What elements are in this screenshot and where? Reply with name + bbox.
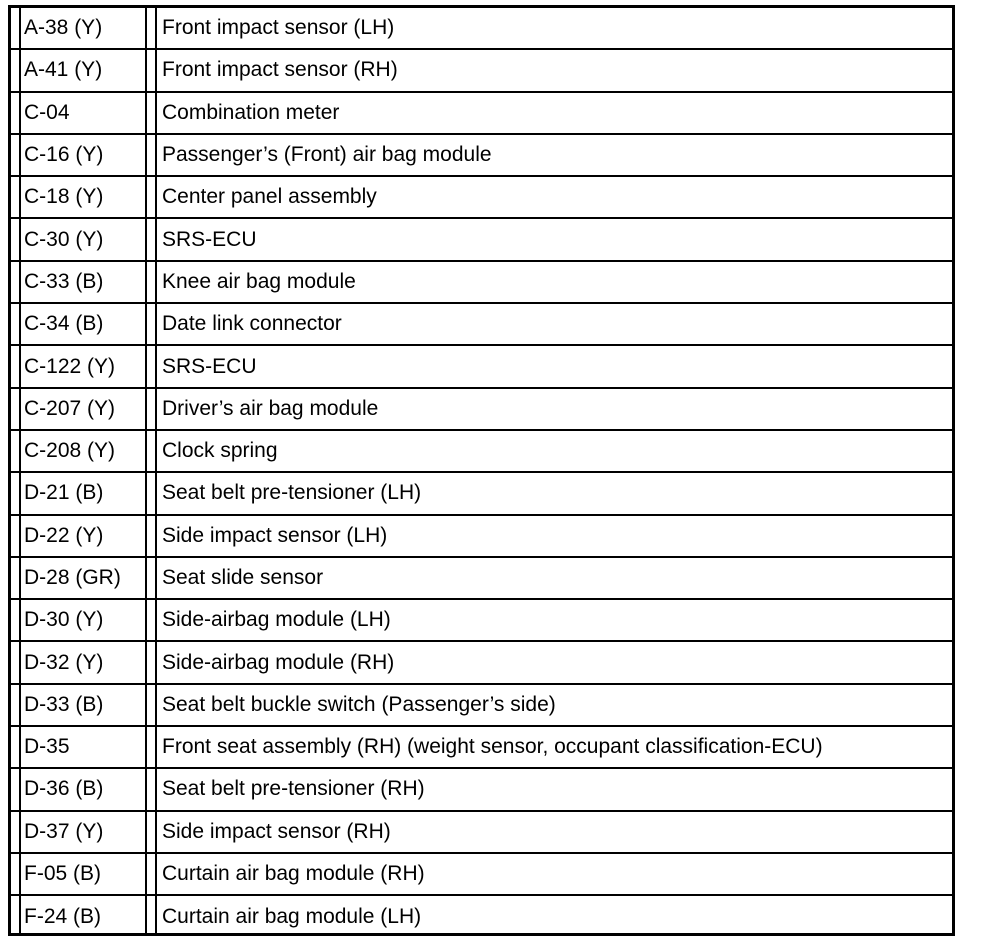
table-row	[11, 135, 952, 177]
component-description-cell: SRS-ECU	[162, 354, 257, 378]
connector-code-cell: A-38 (Y)	[24, 16, 103, 40]
connector-code-cell: C-30 (Y)	[24, 227, 104, 251]
component-description-cell: Seat belt pre-tensioner (RH)	[162, 777, 425, 801]
table-row	[11, 642, 952, 684]
connector-code-cell: D-28 (GR)	[24, 566, 121, 589]
connector-code-cell: A-41 (Y)	[24, 58, 103, 82]
connector-code-cell: D-30 (Y)	[24, 608, 104, 632]
component-description-cell: Side impact sensor (LH)	[162, 523, 388, 547]
connector-code-cell: C-122 (Y)	[24, 354, 116, 378]
table-row	[11, 516, 952, 558]
table-body	[11, 8, 952, 933]
component-description-cell: Front impact sensor (LH)	[162, 16, 395, 40]
table-row	[11, 685, 952, 727]
table-row	[11, 177, 952, 219]
connector-code-cell: C-33 (B)	[24, 269, 104, 293]
table-row	[11, 262, 952, 304]
connector-code-cell: C-18 (Y)	[24, 185, 104, 209]
connector-code-cell: D-36 (B)	[24, 777, 104, 801]
connector-code-cell: D-33 (B)	[24, 692, 104, 716]
table-row	[11, 854, 952, 896]
connector-code-cell: D-37 (Y)	[24, 819, 104, 843]
table-row	[11, 389, 952, 431]
component-description-cell: Front seat assembly (RH) (weight sensor, occupant classification-ECU)	[162, 735, 823, 759]
component-description-cell: Side-airbag module (RH)	[162, 650, 395, 674]
component-description-cell: Front impact sensor (RH)	[162, 58, 398, 82]
component-description-cell: Combination meter	[162, 100, 340, 124]
component-description-cell: Center panel assembly	[162, 185, 377, 209]
table-row	[11, 431, 952, 473]
component-description-cell: Seat slide sensor	[162, 566, 324, 589]
connector-code-cell: D-22 (Y)	[24, 523, 104, 547]
component-description-cell: Date link connector	[162, 312, 342, 336]
connector-code-cell: C-04	[24, 100, 70, 124]
table-row	[11, 93, 952, 135]
table-row	[11, 304, 952, 346]
table-row	[11, 50, 952, 92]
table-row	[11, 812, 952, 854]
connector-code-cell: D-35	[24, 735, 70, 759]
table-row	[11, 219, 952, 261]
component-description-cell: Seat belt buckle switch (Passenger’s side)	[162, 692, 556, 716]
connector-code-cell: C-16 (Y)	[24, 143, 104, 167]
table-row	[11, 600, 952, 642]
table-row	[11, 896, 952, 938]
component-description-cell: Seat belt pre-tensioner (LH)	[162, 481, 422, 505]
component-description-cell: Side impact sensor (RH)	[162, 819, 391, 843]
connector-code-cell: D-32 (Y)	[24, 650, 104, 674]
table-row	[11, 558, 952, 600]
connector-code-cell: D-21 (B)	[24, 481, 104, 505]
table-row	[11, 473, 952, 515]
component-description-cell: Clock spring	[162, 439, 278, 463]
component-description-cell: Knee air bag module	[162, 269, 356, 293]
component-description-cell: Curtain air bag module (RH)	[162, 862, 425, 886]
connector-code-cell: F-24 (B)	[24, 905, 102, 929]
connector-table	[8, 5, 955, 936]
component-description-cell: Side-airbag module (LH)	[162, 608, 391, 632]
connector-code-cell: C-208 (Y)	[24, 439, 116, 463]
table-row	[11, 346, 952, 388]
table-row	[11, 727, 952, 769]
connector-code-cell: C-34 (B)	[24, 312, 104, 336]
component-description-cell: Passenger’s (Front) air bag module	[162, 143, 492, 167]
table-row	[11, 769, 952, 811]
connector-code-cell: C-207 (Y)	[24, 396, 116, 420]
component-description-cell: Driver’s air bag module	[162, 396, 379, 420]
component-description-cell: Curtain air bag module (LH)	[162, 905, 422, 929]
component-description-cell: SRS-ECU	[162, 227, 257, 251]
table-row	[11, 8, 952, 50]
connector-code-cell: F-05 (B)	[24, 862, 102, 886]
